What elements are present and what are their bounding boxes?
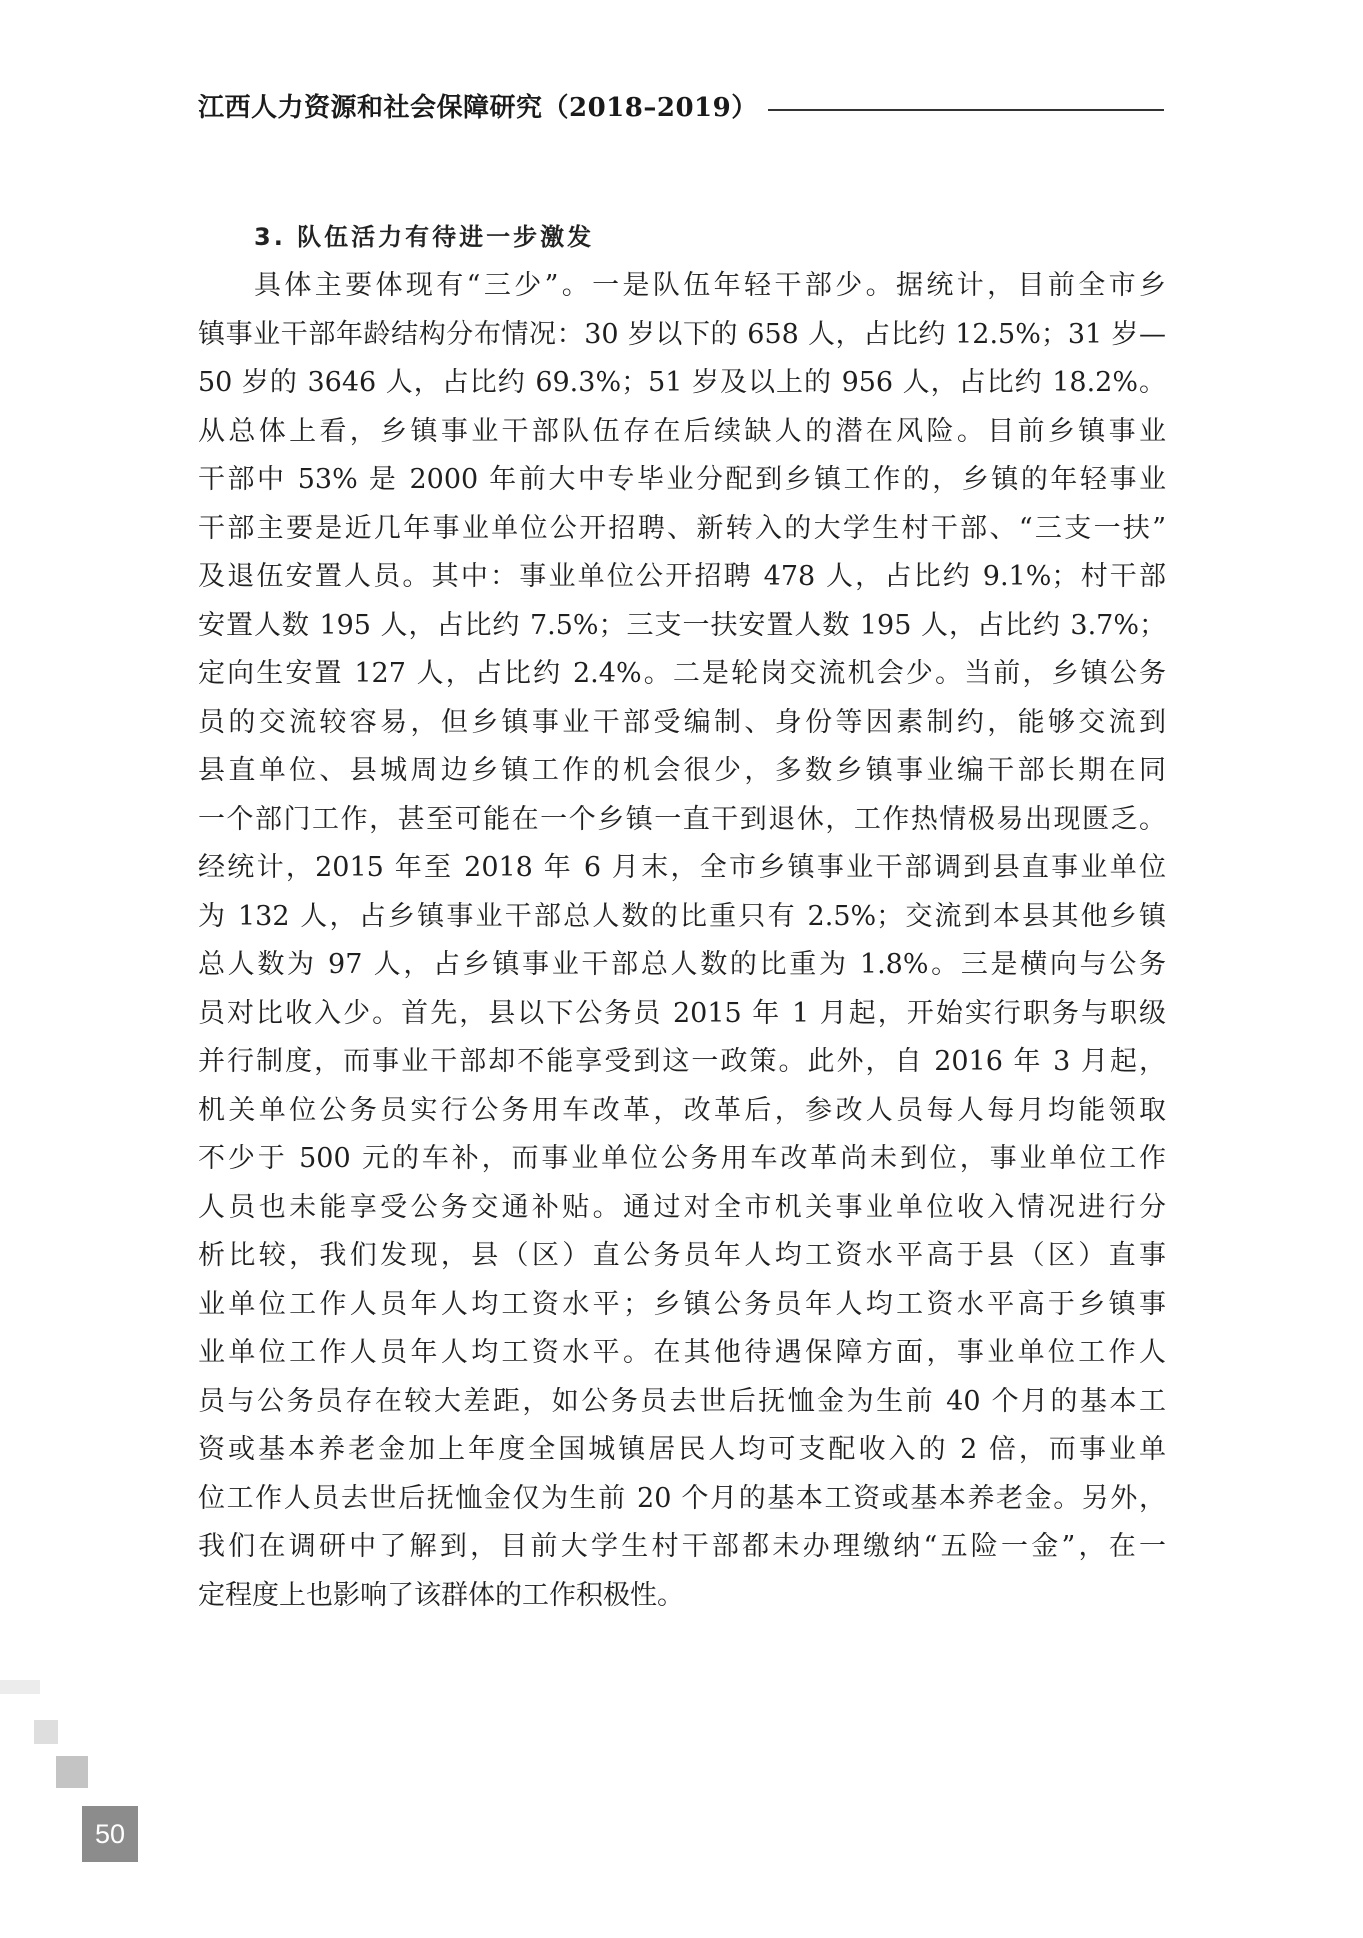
paragraph-line: 我们在调研中了解到，目前大学生村干部都未办理缴纳“五险一金”，在一 (198, 1531, 1166, 1562)
page-body (198, 212, 1166, 1620)
body-paragraph (198, 262, 1166, 1620)
paragraph-line: 总人数为 97 人，占乡镇事业干部总人数的比重为 1.8%。三是横向与公务 (198, 949, 1166, 980)
page-number: 50 (82, 1806, 138, 1862)
paragraph-line: 并行制度，而事业干部却不能享受到这一政策。此外，自 2016 年 3 月起， (198, 1046, 1166, 1077)
paragraph-line: 业单位工作人员年人均工资水平。在其他待遇保障方面，事业单位工作人 (198, 1337, 1166, 1368)
paragraph-line: 一个部门工作，甚至可能在一个乡镇一直干到退休，工作热情极易出现匮乏。 (198, 803, 1166, 835)
paragraph-line: 业单位工作人员年人均工资水平；乡镇公务员年人均工资水平高于乡镇事 (198, 1288, 1166, 1320)
paragraph-line: 具体主要体现有“三少”。一是队伍年轻干部少。据统计，目前全市乡 (254, 270, 1166, 301)
paragraph-line: 资或基本养老金加上年度全国城镇居民人均可支配收入的 2 倍，而事业单 (198, 1434, 1166, 1465)
paragraph-line: 员对比收入少。首先，县以下公务员 2015 年 1 月起，开始实行职务与职级 (198, 997, 1166, 1029)
decorative-square (56, 1756, 88, 1788)
decorative-square (0, 1680, 40, 1694)
paragraph-line: 干部中 53% 是 2000 年前大中专毕业分配到乡镇工作的，乡镇的年轻事业 (198, 464, 1166, 495)
paragraph-line: 安置人数 195 人，占比约 7.5%；三支一扶安置人数 195 人，占比约 3.7%； (198, 609, 1166, 641)
paragraph-line: 机关单位公务员实行公务用车改革，改革后，参改人员每人每月均能领取 (198, 1094, 1166, 1126)
paragraph-line: 析比较，我们发现，县（区）直公务员年人均工资水平高于县（区）直事 (198, 1240, 1166, 1271)
paragraph-line: 镇事业干部年龄结构分布情况：30 岁以下的 658 人，占比约 12.5%；31 岁— (198, 318, 1166, 350)
paragraph-line: 经统计，2015 年至 2018 年 6 月末，全市乡镇事业干部调到县直事业单位 (198, 852, 1166, 883)
paragraph-line: 不少于 500 元的车补，而事业单位公务用车改革尚未到位，事业单位工作 (198, 1143, 1166, 1174)
decorative-square (34, 1720, 58, 1744)
paragraph-line: 及退伍安置人员。其中：事业单位公开招聘 478 人，占比约 9.1%；村干部 (198, 561, 1166, 592)
paragraph-line: 50 岁的 3646 人，占比约 69.3%；51 岁及以上的 956 人，占比约 18.2%。 (198, 367, 1166, 398)
paragraph-line: 员与公务员存在较大差距，如公务员去世后抚恤金为生前 40 个月的基本工 (198, 1385, 1166, 1417)
header-rule (768, 109, 1164, 111)
paragraph-line: 定向生安置 127 人，占比约 2.4%。二是轮岗交流机会少。当前，乡镇公务 (198, 658, 1166, 689)
paragraph-line: 定程度上也影响了该群体的工作积极性。 (198, 1579, 684, 1611)
paragraph-line: 位工作人员去世后抚恤金仅为生前 20 个月的基本工资或基本养老金。另外， (198, 1482, 1166, 1514)
paragraph-line: 为 132 人，占乡镇事业干部总人数的比重只有 2.5%；交流到本县其他乡镇 (198, 900, 1166, 932)
paragraph-line: 员的交流较容易，但乡镇事业干部受编制、身份等因素制约，能够交流到 (198, 706, 1166, 738)
paragraph-line: 干部主要是近几年事业单位公开招聘、新转入的大学生村干部、“三支一扶” (198, 512, 1166, 544)
paragraph-line: 人员也未能享受公务交通补贴。通过对全市机关事业单位收入情况进行分 (198, 1191, 1166, 1223)
section-heading: 3. 队伍活力有待进一步激发 (254, 223, 595, 251)
paragraph-line: 从总体上看，乡镇事业干部队伍存在后续缺人的潜在风险。目前乡镇事业 (198, 415, 1166, 447)
paragraph-line: 县直单位、县城周边乡镇工作的机会很少，多数乡镇事业编干部长期在同 (198, 755, 1166, 786)
running-header (198, 88, 1164, 128)
running-header-title: 江西人力资源和社会保障研究（2018–2019） (198, 93, 758, 123)
